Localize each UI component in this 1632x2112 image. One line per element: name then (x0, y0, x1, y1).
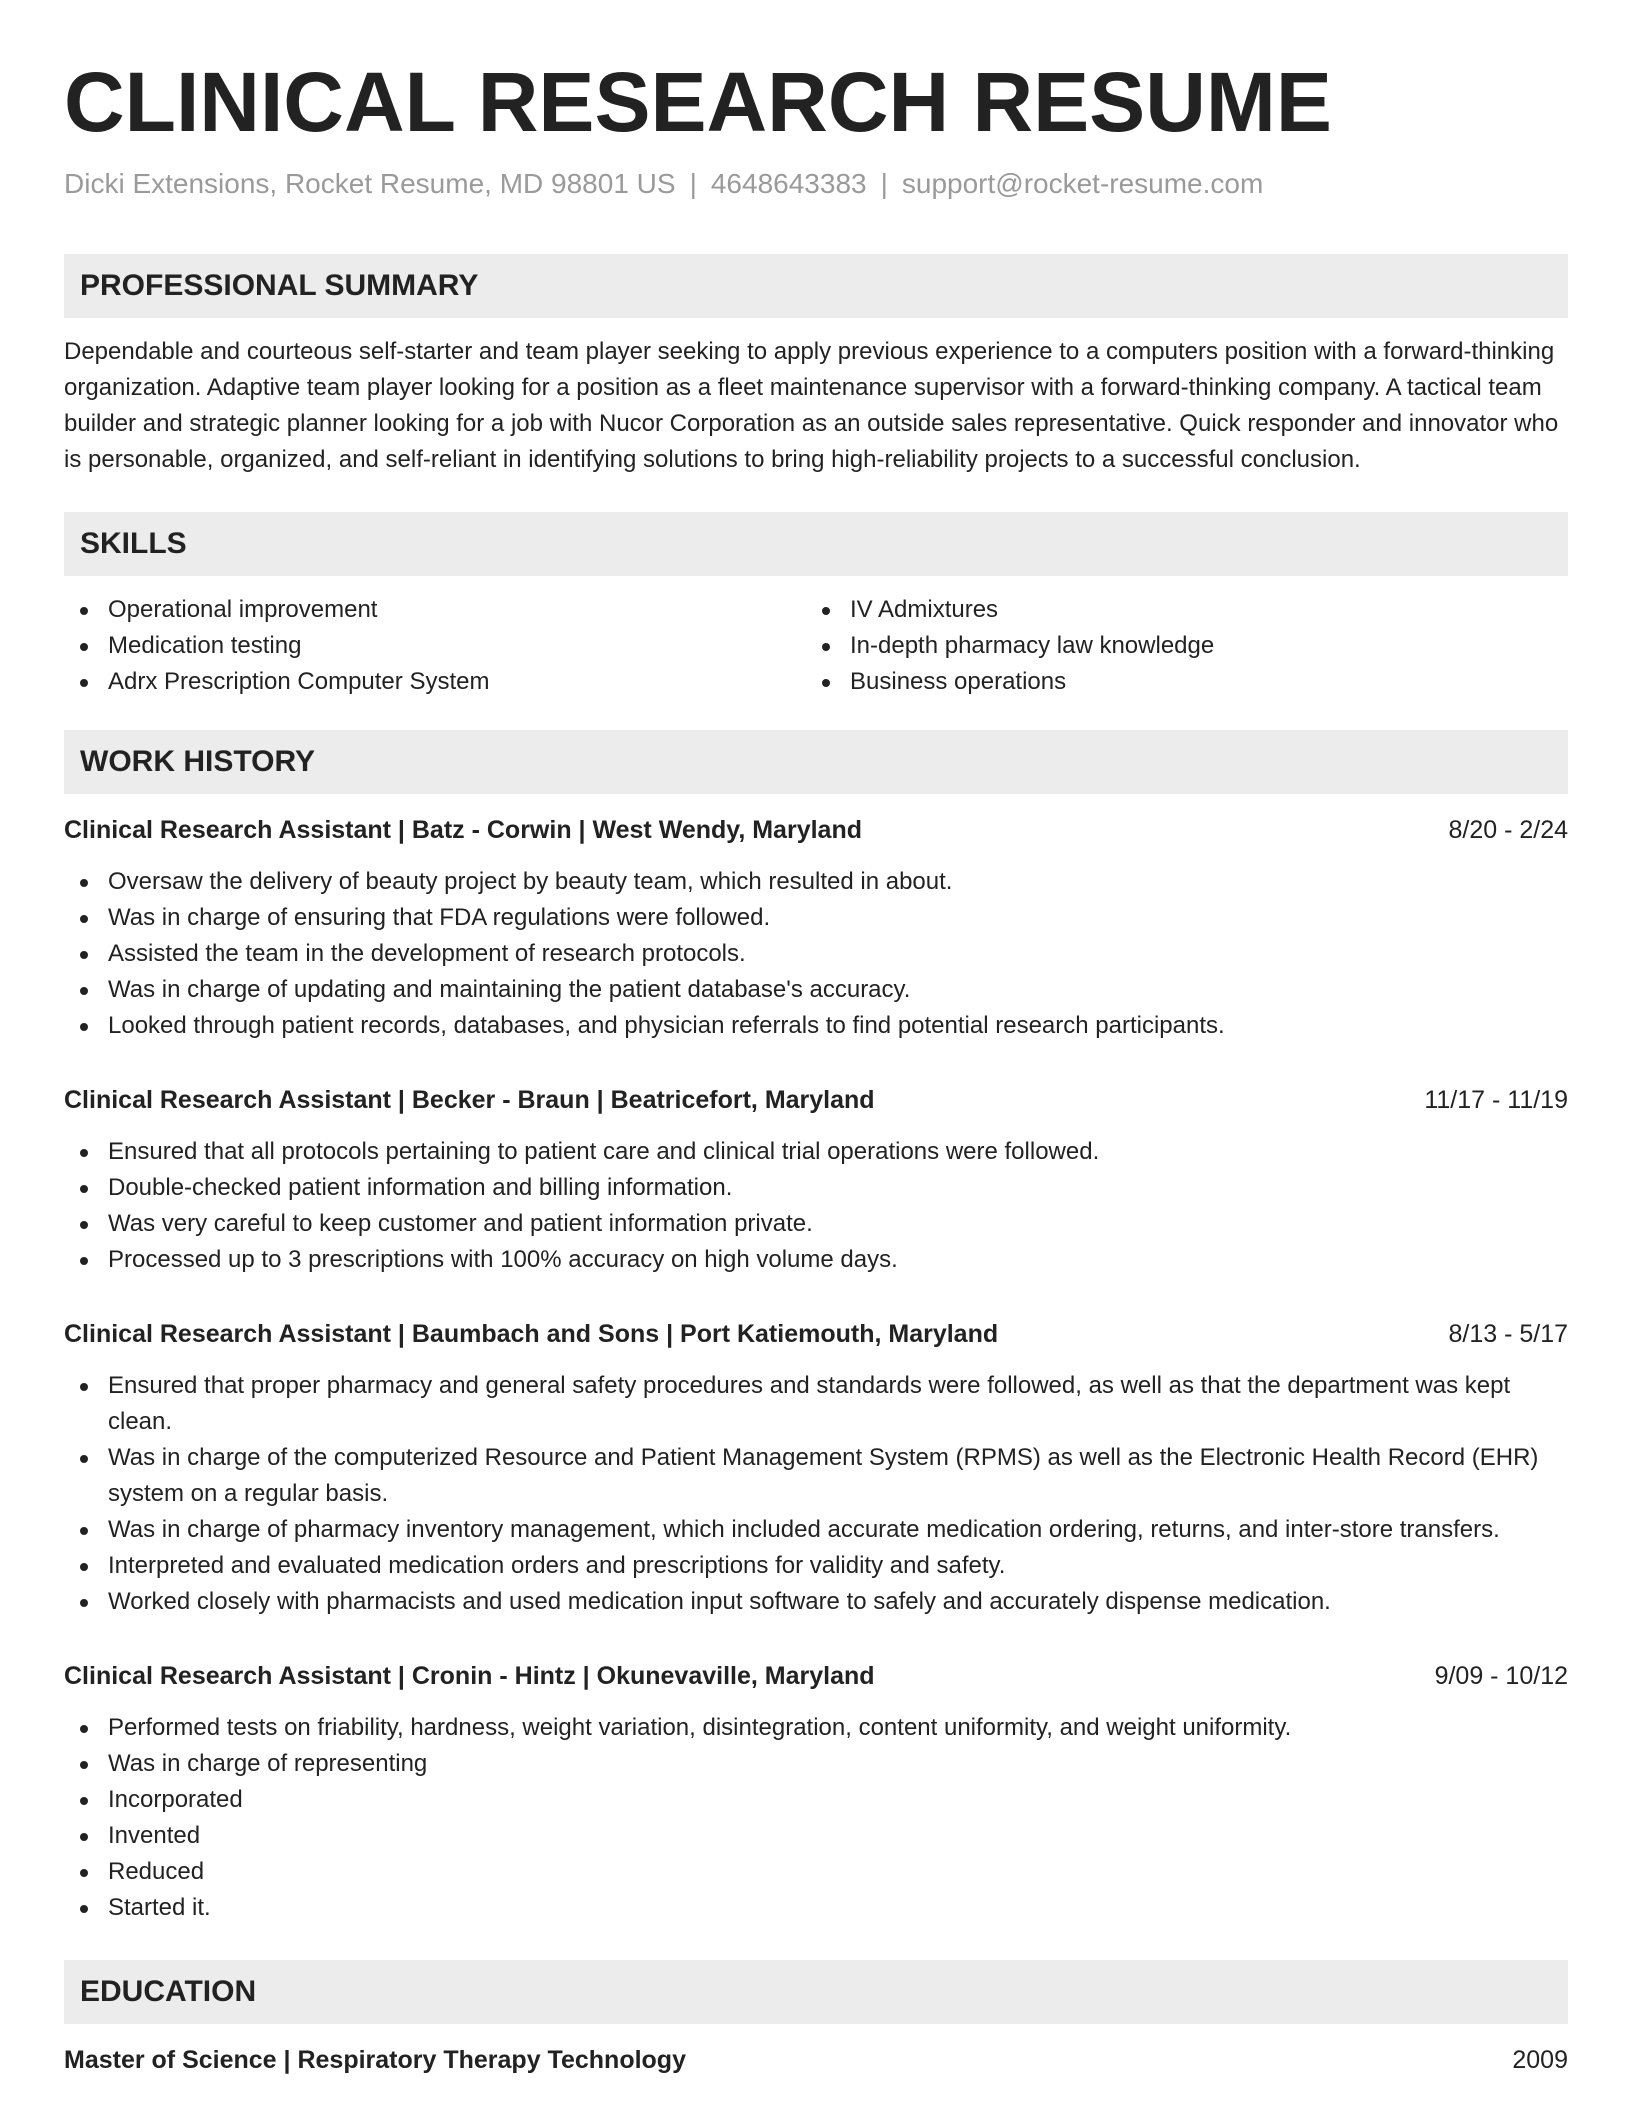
job-dates: 11/17 - 11/19 (1424, 1086, 1568, 1114)
job-header (64, 1658, 1568, 1694)
contact-email: support@rocket-resume.com (901, 168, 1264, 199)
job-header (64, 812, 1568, 848)
job-dates: 9/09 - 10/12 (1434, 1662, 1568, 1690)
job-bullet: Performed tests on friability, hardness, weight variation, disintegration, content uniformity, and weight uniformity. (64, 1710, 1568, 1746)
job-dates: 8/13 - 5/17 (1448, 1320, 1568, 1348)
job-bullet: Was in charge of ensuring that FDA regulations were followed. (64, 900, 1568, 936)
job-bullets (64, 864, 1568, 1044)
section-header-summary: PROFESSIONAL SUMMARY (64, 254, 1568, 318)
job-title: Clinical Research Assistant | Cronin - Hintz | Okunevaville, Maryland (64, 1662, 875, 1690)
skills-column-right (806, 592, 1548, 700)
job-entry (64, 1658, 1568, 1926)
job-dates: 8/20 - 2/24 (1448, 816, 1568, 844)
job-bullet: Oversaw the delivery of beauty project by beauty team, which resulted in about. (64, 864, 1568, 900)
job-bullet: Ensured that all protocols pertaining to patient care and clinical trial operations were followed. (64, 1134, 1568, 1170)
skill-item: In-depth pharmacy law knowledge (806, 628, 1548, 664)
job-bullet: Was very careful to keep customer and patient information private. (64, 1206, 1568, 1242)
job-header (64, 1316, 1568, 1352)
education-year: 2009 (1512, 2046, 1568, 2074)
contact-phone: 4648643383 (710, 168, 867, 199)
summary-text: Dependable and courteous self-starter and team player seeking to apply previous experience to a computers position with a forward-thinking organization. Adaptive team player looking for a position as a fleet maintenance supervisor with a forward-thinking company. A tactical team builder and strategic planner looking for a job with Nucor Corporation as an outside sales representative. Quick responder and innovator who is personable, organized, and self-reliant in identifying solutions to bring high-reliability projects to a successful conclusion. (64, 338, 1559, 473)
job-bullets (64, 1710, 1568, 1926)
section-header-skills: SKILLS (64, 512, 1568, 576)
job-bullets (64, 1134, 1568, 1278)
job-bullet: Was in charge of updating and maintaining the patient database's accuracy. (64, 972, 1568, 1008)
job-title: Clinical Research Assistant | Batz - Corwin | West Wendy, Maryland (64, 816, 862, 844)
job-entry (64, 1082, 1568, 1278)
education-entry (64, 2042, 1568, 2078)
job-bullet: Worked closely with pharmacists and used medication input software to safely and accurately dispense medication. (64, 1584, 1568, 1620)
job-bullet: Ensured that proper pharmacy and general safety procedures and standards were followed, as well as that the department was kept clean. (64, 1368, 1568, 1440)
skill-item: Adrx Prescription Computer System (64, 664, 806, 700)
resume-title: CLINICAL RESEARCH RESUME (64, 55, 1332, 149)
skill-item: Medication testing (64, 628, 806, 664)
job-bullet: Was in charge of the computerized Resource and Patient Management System (RPMS) as well as the Electronic Health Record (EHR) system on a regular basis. (64, 1440, 1568, 1512)
contact-address: Dicki Extensions, Rocket Resume, MD 98801 US (64, 168, 676, 199)
job-header (64, 1082, 1568, 1118)
job-bullets (64, 1368, 1568, 1620)
section-header-work-history: WORK HISTORY (64, 730, 1568, 794)
job-bullet: Processed up to 3 prescriptions with 100% accuracy on high volume days. (64, 1242, 1568, 1278)
job-bullet: Double-checked patient information and billing information. (64, 1170, 1568, 1206)
job-bullet: Looked through patient records, databases, and physician referrals to find potential research participants. (64, 1008, 1568, 1044)
job-bullet: Started it. (64, 1890, 1568, 1926)
contact-line (64, 166, 1568, 202)
skill-item: Business operations (806, 664, 1548, 700)
resume-page (64, 52, 1568, 2078)
job-bullet: Was in charge of pharmacy inventory management, which included accurate medication ordering, returns, and inter-store transfers. (64, 1512, 1568, 1548)
job-bullet: Reduced (64, 1854, 1568, 1890)
job-bullet: Incorporated (64, 1782, 1568, 1818)
contact-separator: | (880, 168, 888, 199)
skill-item: Operational improvement (64, 592, 806, 628)
job-title: Clinical Research Assistant | Becker - Braun | Beatricefort, Maryland (64, 1086, 875, 1114)
contact-separator: | (689, 168, 697, 199)
skill-item: IV Admixtures (806, 592, 1548, 628)
job-bullet: Interpreted and evaluated medication orders and prescriptions for validity and safety. (64, 1548, 1568, 1584)
section-header-education: EDUCATION (64, 1960, 1568, 2024)
job-title: Clinical Research Assistant | Baumbach and Sons | Port Katiemouth, Maryland (64, 1320, 999, 1348)
job-entry (64, 1316, 1568, 1620)
job-bullet: Invented (64, 1818, 1568, 1854)
education-degree: Master of Science | Respiratory Therapy Technology (64, 2046, 686, 2074)
job-entry (64, 812, 1568, 1044)
skills-column-left (64, 592, 806, 700)
job-bullet: Assisted the team in the development of research protocols. (64, 936, 1568, 972)
job-bullet: Was in charge of representing (64, 1746, 1568, 1782)
skills-list (64, 592, 1568, 700)
